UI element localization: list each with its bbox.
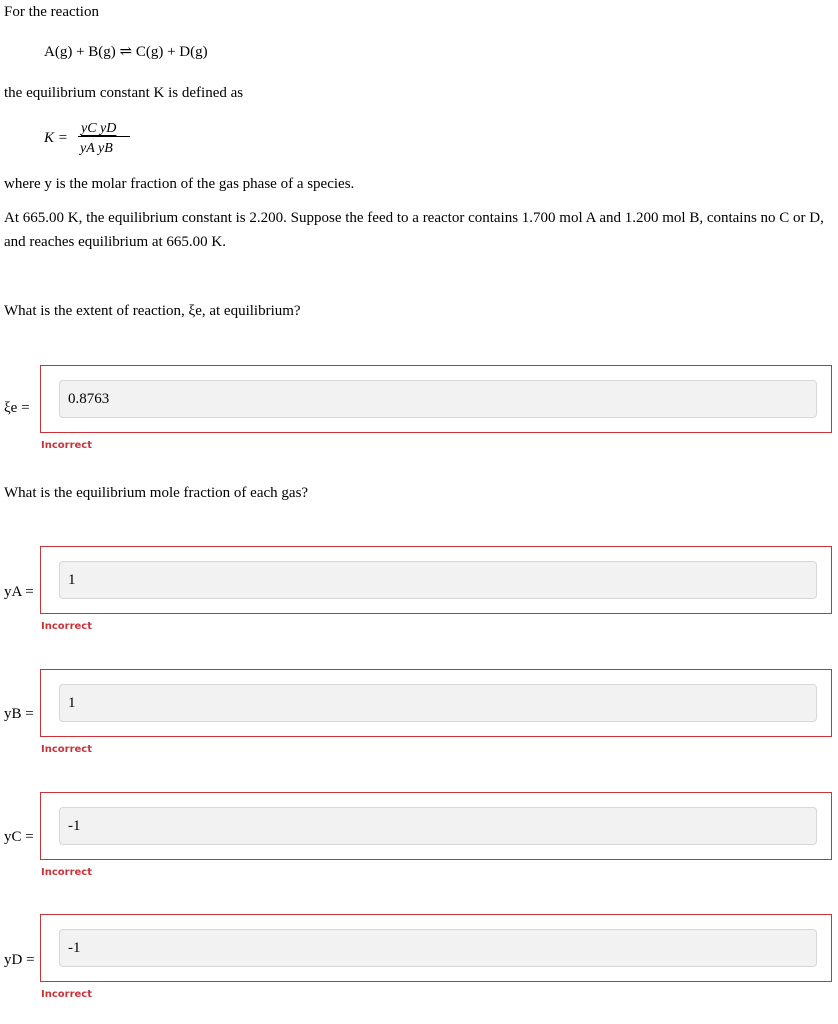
question-mole-fraction-prompt: What is the equilibrium mole fraction of each gas? (4, 485, 309, 501)
yc-input[interactable]: -1 (59, 807, 817, 845)
extent-input[interactable]: 0.8763 (59, 380, 817, 418)
yc-label: yC = (4, 829, 34, 845)
extent-label: ξe = (4, 400, 30, 416)
intro-line-1: For the reaction (4, 4, 99, 20)
extent-feedback: Incorrect (41, 440, 92, 451)
k-denominator: yA yB (80, 141, 113, 156)
ya-feedback: Incorrect (41, 621, 92, 632)
intro-line-3: where y is the molar fraction of the gas phase of a species. (4, 176, 355, 192)
k-fraction-bar (78, 136, 130, 137)
ya-input[interactable]: 1 (59, 561, 817, 599)
intro-line-4: At 665.00 K, the equilibrium constant is 2.200. Suppose the feed to a reactor contains 1.700 mol A and 1.200 mol B, contains no C or D, and reaches equilibrium at 665.00 K. (4, 210, 824, 250)
question-extent-prompt: What is the extent of reaction, ξe, at equilibrium? (4, 303, 301, 319)
yc-feedback: Incorrect (41, 867, 92, 878)
yd-feedback: Incorrect (41, 989, 92, 1000)
yb-label: yB = (4, 706, 34, 722)
k-numerator: yC yD (81, 121, 117, 136)
yb-feedback: Incorrect (41, 744, 92, 755)
yb-answer-box (40, 669, 832, 737)
intro-line-2: the equilibrium constant K is defined as (4, 85, 244, 101)
yc-answer-box (40, 792, 832, 860)
yd-label: yD = (4, 952, 35, 968)
yd-input[interactable]: -1 (59, 929, 817, 967)
reaction-equation: A(g) + B(g) ⇌ C(g) + D(g) (44, 44, 208, 60)
yb-input[interactable]: 1 (59, 684, 817, 722)
ya-answer-box (40, 546, 832, 614)
k-lhs: K = (44, 130, 68, 146)
extent-answer-box (40, 365, 832, 433)
yd-answer-box (40, 914, 832, 982)
ya-label: yA = (4, 584, 34, 600)
